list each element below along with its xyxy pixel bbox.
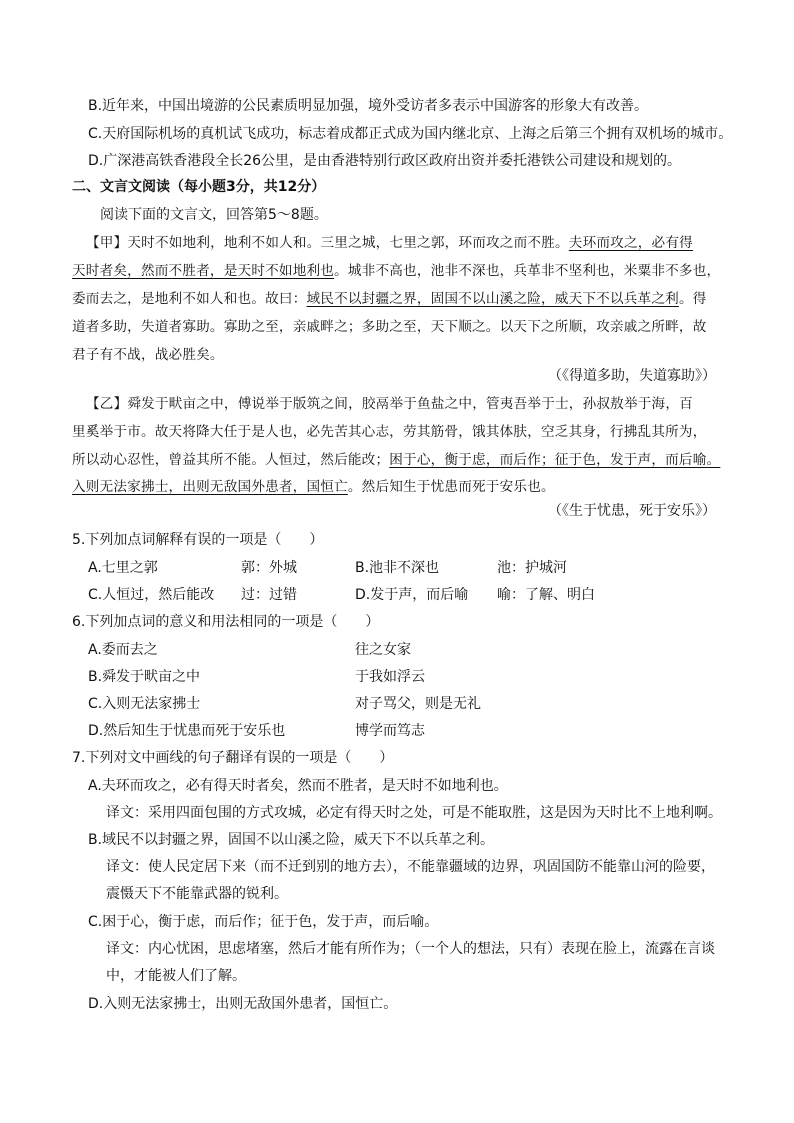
underlined-sentence: 入则无法家拂士，出则无敌国外患者，国恒亡	[72, 479, 348, 495]
q5-option-d-gloss: 喻：了解、明白	[497, 587, 595, 603]
q6-option-c-pair: 对子骂父，则是无礼	[355, 696, 481, 712]
q4-option-c: C.天府国际机场的真机试飞成功，标志着成都正式成为国内继北京、上海之后第三个拥有双机场的城市。	[88, 126, 733, 142]
q7-option-b-translation-2: 震慑天下不能靠武器的锐利。	[106, 886, 288, 902]
passage-text: 【甲】天时不如地利，地利不如人和。三里之城，七里之郭，环而攻之而不胜。	[86, 235, 569, 251]
q7-stem: 7.下列对文中画线的句子翻译有误的一项是（ ）	[72, 750, 394, 766]
passage-text: 所以动心忍性，曾益其所不能。人恒过，然后能改；	[72, 452, 390, 468]
q4-option-b: B.近年来，中国出境游的公民素质明显加强，境外受访者多表示中国游客的形象大有改善。	[88, 98, 649, 114]
q7-option-a: A.夫环而攻之，必有得天时者矣，然而不胜者，是天时不如地利也。	[88, 778, 508, 794]
passage-jia-source: （《得道多助，失道寡助》）	[548, 368, 716, 384]
q6-option-a-pair: 往之女家	[355, 642, 411, 658]
passage-text: 。城非不高也，池非不深也，兵革非不坚利也，米粟非不多也，	[334, 263, 721, 279]
q7-option-c: C.困于心，衡于虑，而后作；征于色，发于声，而后喻。	[88, 914, 439, 930]
underlined-sentence: 困于心，衡于虑，而后作；征于色，发于声，而后喻。	[389, 452, 721, 468]
q6-option-b-pair: 于我如浮云	[355, 669, 425, 685]
q6-option-b: B.舜发于畎亩之中	[88, 669, 201, 685]
q6-stem: 6.下列加点词的意义和用法相同的一项是（ ）	[72, 614, 380, 630]
passage-text: 委而去之，是地利不如人和也。故曰：	[72, 291, 307, 307]
q6-option-c: C.入则无法家拂士	[88, 696, 201, 712]
q5-option-a-gloss: 郭：外城	[241, 560, 297, 576]
passage-text: 。然后知生于忧患而死于安乐也。	[347, 479, 555, 495]
section-heading: 二、文言文阅读（每小题3分，共12分）	[72, 179, 326, 195]
underlined-sentence: 夫环而攻之，必有得	[568, 235, 693, 251]
passage-yi-line-1: 【乙】舜发于畎亩之中，傅说举于版筑之间，胶鬲举于鱼盐之中，管夷吾举于士，孙叔敖举于海，百	[86, 396, 693, 412]
q7-option-d: D.入则无法家拂士，出则无敌国外患者，国恒亡。	[88, 996, 398, 1012]
underlined-sentence: 域民不以封疆之界，固国不以山溪之险，威天下不以兵革之利	[306, 291, 679, 307]
passage-text: 。得	[678, 291, 707, 307]
passage-jia-line-4: 道者多助，失道者寡助。寡助之至，亲戚畔之；多助之至，天下顺之。以天下之所顺，攻亲戚之所畔，故	[72, 319, 707, 335]
q5-stem: 5.下列加点词解释有误的一项是（ ）	[72, 532, 324, 548]
q7-option-c-translation-1: 译文：内心忧困，思虑堵塞，然后才能有所作为；（一个人的想法，只有）表现在脸上，流露在言谈	[106, 941, 715, 957]
q6-option-d: D.然后知生于忧患而死于安乐也	[88, 723, 286, 739]
passage-yi-line-2: 里奚举于市。故天将降大任于是人也，必先苦其心志，劳其筋骨，饿其体肤，空乏其身，行拂乱其所为，	[72, 424, 707, 440]
q5-option-a: A.七里之郭	[88, 560, 158, 576]
q5-option-b: B.池非不深也	[355, 560, 440, 576]
passage-yi-line-4	[72, 477, 555, 497]
passage-yi-source: （《生于忧患，死于安乐》）	[548, 503, 716, 519]
passage-jia-line-1	[86, 233, 693, 253]
q5-option-b-gloss: 池：护城河	[497, 560, 567, 576]
q4-option-d: D.广深港高铁香港段全长26公里，是由香港特别行政区政府出资并委托港铁公司建设和规划的。	[88, 153, 682, 169]
passage-jia-line-5: 君子有不战，战必胜矣。	[72, 347, 224, 363]
q7-option-b: B.域民不以封疆之界，固国不以山溪之险，威天下不以兵革之利。	[88, 832, 495, 848]
passage-jia-line-3	[72, 289, 707, 309]
section-instruction: 阅读下面的文言文，回答第5～8题。	[100, 207, 328, 223]
passage-jia-line-2	[72, 261, 720, 281]
q5-option-d: D.发于声，而后喻	[355, 587, 469, 603]
q7-option-a-translation: 译文：采用四面包围的方式攻城，必定有得天时之处，可是不能取胜，这是因为天时比不上地利啊。	[106, 805, 722, 821]
q6-option-a: A.委而去之	[88, 642, 158, 658]
passage-yi-line-3	[72, 450, 720, 470]
q5-option-c-gloss: 过：过错	[241, 587, 297, 603]
q7-option-b-translation-1: 译文：使人民定居下来（而不迁到别的地方去），不能靠疆域的边界，巩固国防不能靠山河的险要，	[106, 859, 715, 875]
q5-option-c: C.人恒过，然后能改	[88, 587, 215, 603]
q6-option-d-pair: 博学而笃志	[355, 723, 425, 739]
q7-option-c-translation-2: 中，才能被人们了解。	[106, 968, 246, 984]
underlined-sentence: 天时者矣，然而不胜者，是天时不如地利也	[72, 263, 335, 279]
